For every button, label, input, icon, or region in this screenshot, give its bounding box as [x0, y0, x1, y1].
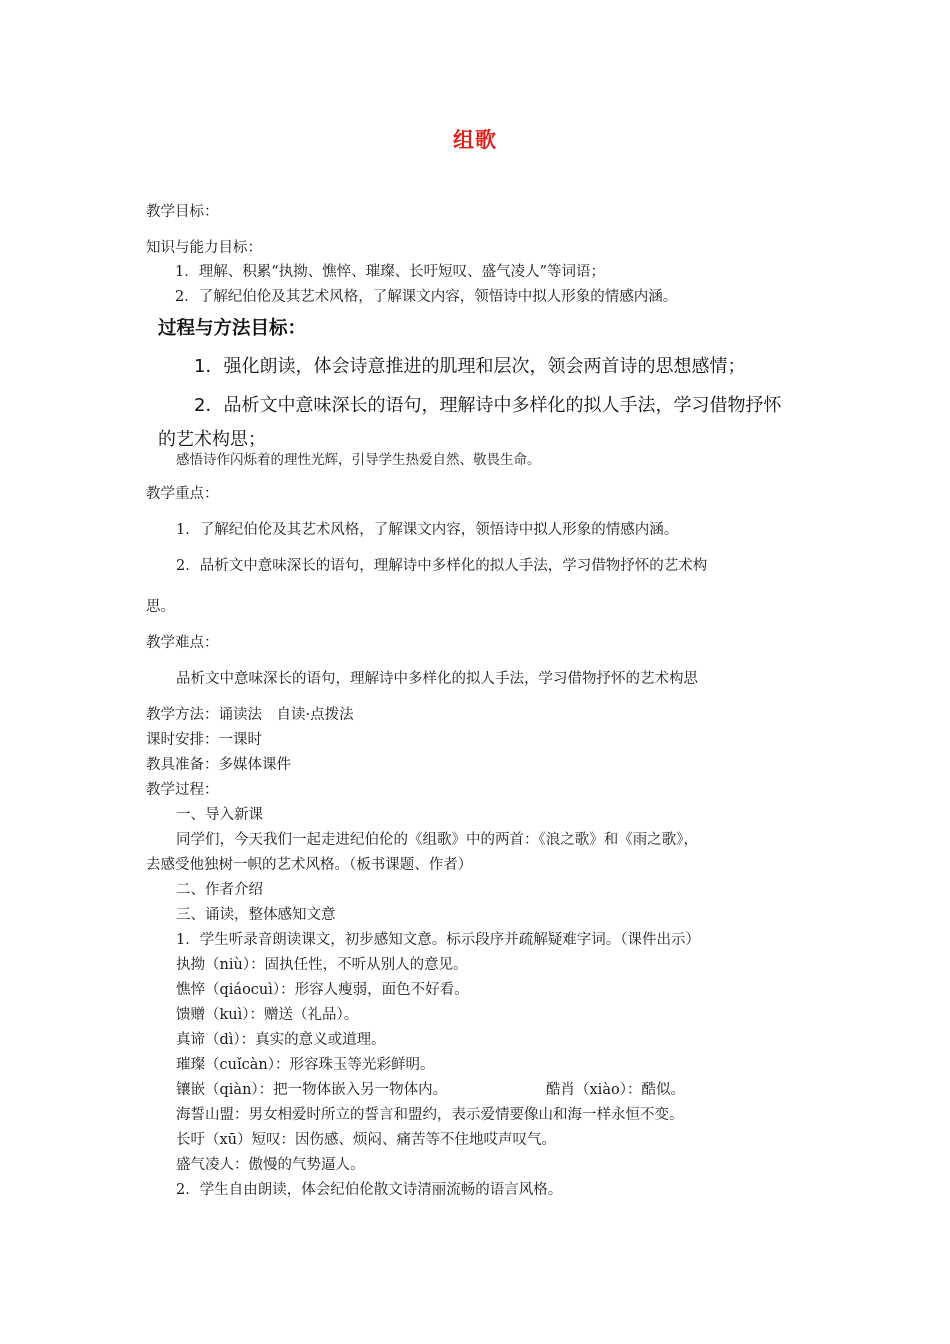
- teaching-process-heading: 教学过程：: [146, 782, 219, 798]
- difficulties-heading: 教学难点：: [146, 635, 219, 651]
- process-step: 二、作者介绍: [176, 882, 263, 898]
- process-method-heading: 过程与方法目标：: [158, 318, 307, 339]
- vocab-item: 馈赠（kuì）：赠送（礼品）。: [176, 1007, 359, 1023]
- key-points-heading: 教学重点：: [146, 486, 219, 502]
- process-text: 去感受他独树一帜的艺术风格。（板书课题、作者）: [146, 857, 473, 873]
- vocab-item: 憔悴（qiáocuì）：形容人瘦弱，面色不好看。: [176, 982, 469, 998]
- process-method-item: 2．品析文中意味深长的语句，理解诗中多样化的拟人手法，学习借物抒怀: [194, 395, 782, 416]
- process-text: 1．学生听录音朗读课文，初步感知文意。标示段序并疏解疑难字词。（课件出示）: [176, 932, 700, 948]
- vocab-item: 盛气凌人：傲慢的气势逼人。: [176, 1157, 365, 1173]
- process-text: 同学们，今天我们一起走进纪伯伦的《组歌》中的两首：《浪之歌》和《雨之歌》，: [176, 832, 698, 848]
- objectives-heading: 教学目标：: [146, 204, 219, 220]
- class-schedule: 课时安排：一课时: [146, 732, 262, 748]
- vocab-item: 海誓山盟：男女相爱时所立的誓言和盟约，表示爱情要像山和海一样永恒不变。: [176, 1107, 684, 1123]
- emotion-objective: 感悟诗作闪烁着的理性光辉，引导学生热爱自然、敬畏生命。: [176, 452, 541, 468]
- teaching-tools: 教具准备：多媒体课件: [146, 757, 291, 773]
- process-text: 2．学生自由朗读，体会纪伯伦散文诗清丽流畅的语言风格。: [176, 1182, 563, 1198]
- document-title: 组歌: [453, 128, 497, 152]
- key-point-item: 1．了解纪伯伦及其艺术风格，了解课文内容，领悟诗中拟人形象的情感内涵。: [176, 522, 679, 538]
- knowledge-item: 2．了解纪伯伦及其艺术风格，了解课文内容，领悟诗中拟人形象的情感内涵。: [175, 289, 678, 305]
- vocab-item: 长吁（xū）短叹：因伤感、烦闷、痛苦等不住地哎声叹气。: [176, 1132, 557, 1148]
- knowledge-heading: 知识与能力目标：: [146, 240, 262, 256]
- difficulties-text: 品析文中意味深长的语句，理解诗中多样化的拟人手法，学习借物抒怀的艺术构思: [176, 671, 698, 687]
- vocab-item: 执拗（niù）：固执任性，不听从别人的意见。: [176, 957, 468, 973]
- teaching-method: 教学方法：诵读法 自读·点拨法: [146, 707, 354, 723]
- knowledge-item: 1．理解、积累“执拗、憔悴、璀璨、长吁短叹、盛气凌人”等词语；: [175, 264, 606, 280]
- key-point-item: 2．品析文中意味深长的语句，理解诗中多样化的拟人手法，学习借物抒怀的艺术构: [176, 558, 708, 574]
- process-step: 一、导入新课: [176, 807, 263, 823]
- vocab-item: 真谛（dì）：真实的意义或道理。: [176, 1032, 386, 1048]
- vocab-item: 镶嵌（qiàn）：把一物体嵌入另一物体内。: [176, 1082, 448, 1098]
- process-method-item: 1．强化朗读，体会诗意推进的肌理和层次，领会两首诗的思想感情；: [194, 356, 746, 377]
- key-point-item-cont: 思。: [146, 599, 175, 615]
- process-step: 三、诵读，整体感知文意: [176, 907, 336, 923]
- vocab-item: 酷肖（xiào）：酷似。: [546, 1082, 685, 1098]
- vocab-item: 璀璨（cuǐcàn）：形容珠玉等光彩鲜明。: [176, 1057, 435, 1073]
- process-method-item-cont: 的艺术构思；: [158, 429, 266, 450]
